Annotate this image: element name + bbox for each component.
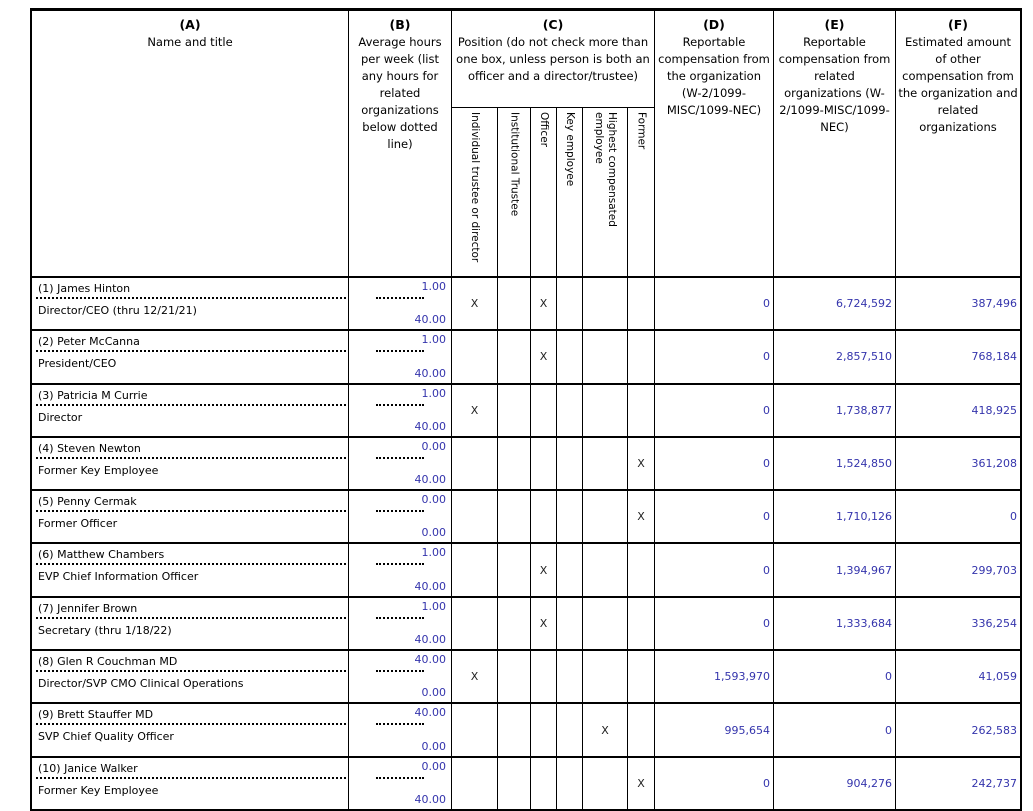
check-officer <box>531 438 557 489</box>
comp-other-cell: 361,208 <box>896 438 1022 489</box>
comp-other-cell: 242,737 <box>896 758 1022 809</box>
comp-related-cell: 1,394,967 <box>774 544 896 595</box>
hours-cell <box>349 758 452 809</box>
hours-cell <box>349 278 452 329</box>
hours-cell <box>349 491 452 542</box>
check-individual-trustee <box>452 704 498 755</box>
check-key-employee <box>557 278 583 329</box>
dotted-separator <box>36 404 346 406</box>
comp-org-cell: 0 <box>655 278 774 329</box>
comp-related-cell: 1,738,877 <box>774 385 896 436</box>
hours-related-orgs: 0.00 <box>421 739 446 753</box>
check-former <box>628 385 655 436</box>
dotted-separator <box>36 723 346 725</box>
dotted-separator <box>376 617 424 619</box>
table-row <box>32 544 1022 597</box>
check-officer: X <box>531 331 557 382</box>
hours-related-orgs: 0.00 <box>421 686 446 700</box>
check-key-employee <box>557 438 583 489</box>
check-individual-trustee: X <box>452 385 498 436</box>
comp-org-cell: 0 <box>655 598 774 649</box>
check-highest-compensated <box>583 544 628 595</box>
table-row <box>32 758 1022 811</box>
check-key-employee <box>557 758 583 809</box>
col-header-former: Former <box>628 108 655 278</box>
check-key-employee <box>557 544 583 595</box>
check-highest-compensated <box>583 438 628 489</box>
col-tag-d: (D) <box>703 17 725 32</box>
hours-cell <box>349 331 452 382</box>
dotted-separator <box>36 297 346 299</box>
name-title-cell <box>32 385 349 436</box>
comp-other-cell: 418,925 <box>896 385 1022 436</box>
comp-org-cell: 0 <box>655 331 774 382</box>
col-label-c: Position (do not check more than one box, unless person is both an officer and a director/trustee) <box>456 35 650 83</box>
hours-cell <box>349 704 452 755</box>
hours-per-week: 1.00 <box>421 599 446 613</box>
check-individual-trustee: X <box>452 651 498 702</box>
check-officer <box>531 758 557 809</box>
hours-per-week: 1.00 <box>421 386 446 400</box>
dotted-separator <box>36 510 346 512</box>
dotted-separator <box>376 777 424 779</box>
hours-related-orgs: 40.00 <box>414 419 446 433</box>
check-institutional-trustee <box>498 758 531 809</box>
person-title: SVP Chief Quality Officer <box>38 730 174 744</box>
check-institutional-trustee <box>498 278 531 329</box>
col-tag-c: (C) <box>542 17 564 32</box>
hours-cell <box>349 544 452 595</box>
hours-related-orgs: 40.00 <box>414 792 446 806</box>
check-officer: X <box>531 278 557 329</box>
dotted-separator <box>376 457 424 459</box>
col-tag-e: (E) <box>824 17 845 32</box>
col-header-other-compensation <box>896 11 1022 278</box>
dotted-separator <box>36 777 346 779</box>
hours-per-week: 1.00 <box>421 546 446 560</box>
dotted-separator <box>376 670 424 672</box>
comp-related-cell: 0 <box>774 704 896 755</box>
hours-per-week: 0.00 <box>421 493 446 507</box>
person-name: (9) Brett Stauffer MD <box>38 708 154 722</box>
check-highest-compensated: X <box>583 704 628 755</box>
person-name: (2) Peter McCanna <box>38 335 140 349</box>
person-name: (6) Matthew Chambers <box>38 548 165 562</box>
col-header-average-hours <box>349 11 452 278</box>
name-title-cell <box>32 438 349 489</box>
col-label-e: Reportable compensation from related organizations (W-2/1099-MISC/1099-NEC) <box>778 35 891 134</box>
col-header-individual-trustee: Individual trustee or director <box>452 108 498 278</box>
check-highest-compensated <box>583 278 628 329</box>
check-institutional-trustee <box>498 491 531 542</box>
person-title: Director/CEO (thru 12/21/21) <box>38 304 197 317</box>
hours-related-orgs: 40.00 <box>414 633 446 647</box>
col-tag-b: (B) <box>389 17 411 32</box>
check-officer <box>531 491 557 542</box>
person-title: EVP Chief Information Officer <box>38 570 199 584</box>
comp-org-cell: 0 <box>655 758 774 809</box>
hours-cell <box>349 598 452 649</box>
person-title: Former Officer <box>38 517 118 531</box>
check-former: X <box>628 758 655 809</box>
person-title: Former Key Employee <box>38 463 159 477</box>
dotted-separator <box>36 563 346 565</box>
col-label-d: Reportable compensation from the organization (W-2/1099-MISC/1099-NEC) <box>658 35 770 117</box>
check-individual-trustee <box>452 758 498 809</box>
check-individual-trustee <box>452 438 498 489</box>
col-tag-f: (F) <box>948 17 968 32</box>
comp-related-cell: 1,524,850 <box>774 438 896 489</box>
col-header-name-title <box>32 11 349 278</box>
check-individual-trustee <box>452 331 498 382</box>
check-institutional-trustee <box>498 331 531 382</box>
comp-org-cell: 1,593,970 <box>655 651 774 702</box>
check-key-employee <box>557 598 583 649</box>
hours-related-orgs: 40.00 <box>414 366 446 380</box>
hours-per-week: 1.00 <box>421 333 446 347</box>
check-individual-trustee <box>452 491 498 542</box>
check-individual-trustee <box>452 544 498 595</box>
table-body <box>32 278 1022 811</box>
dotted-separator <box>376 563 424 565</box>
person-name: (10) Janice Walker <box>38 761 138 775</box>
dotted-separator <box>376 350 424 352</box>
table-row <box>32 651 1022 704</box>
person-title: President/CEO <box>38 357 117 371</box>
hours-cell <box>349 438 452 489</box>
name-title-cell <box>32 544 349 595</box>
check-former <box>628 651 655 702</box>
table-row <box>32 491 1022 544</box>
dotted-separator <box>36 457 346 459</box>
hours-related-orgs: 40.00 <box>414 313 446 327</box>
col-header-officer: Officer <box>531 108 557 278</box>
hours-per-week: 0.00 <box>421 759 446 773</box>
dotted-separator <box>376 297 424 299</box>
comp-other-cell: 299,703 <box>896 544 1022 595</box>
check-institutional-trustee <box>498 438 531 489</box>
officer-compensation-table <box>30 8 1022 811</box>
name-title-cell <box>32 704 349 755</box>
check-institutional-trustee <box>498 704 531 755</box>
comp-related-cell: 0 <box>774 651 896 702</box>
comp-related-cell: 2,857,510 <box>774 331 896 382</box>
table-header <box>32 11 1022 278</box>
comp-other-cell: 387,496 <box>896 278 1022 329</box>
hours-per-week: 40.00 <box>414 653 446 667</box>
check-former <box>628 598 655 649</box>
check-former: X <box>628 491 655 542</box>
comp-related-cell: 1,710,126 <box>774 491 896 542</box>
comp-other-cell: 336,254 <box>896 598 1022 649</box>
hours-per-week: 40.00 <box>414 706 446 720</box>
hours-related-orgs: 40.00 <box>414 473 446 487</box>
comp-org-cell: 0 <box>655 491 774 542</box>
check-former <box>628 704 655 755</box>
comp-org-cell: 995,654 <box>655 704 774 755</box>
col-label-b: Average hours per week (list any hours for related organizations below dotted line) <box>358 35 442 151</box>
check-officer <box>531 651 557 702</box>
comp-related-cell: 6,724,592 <box>774 278 896 329</box>
table-row <box>32 331 1022 384</box>
check-institutional-trustee <box>498 385 531 436</box>
check-highest-compensated <box>583 651 628 702</box>
col-header-position <box>452 11 655 108</box>
table-row <box>32 278 1022 331</box>
check-key-employee <box>557 651 583 702</box>
check-highest-compensated <box>583 331 628 382</box>
comp-related-cell: 1,333,684 <box>774 598 896 649</box>
col-header-key-employee: Key employee <box>557 108 583 278</box>
comp-other-cell: 768,184 <box>896 331 1022 382</box>
check-highest-compensated <box>583 758 628 809</box>
person-name: (3) Patricia M Currie <box>38 388 148 402</box>
check-former <box>628 278 655 329</box>
hours-per-week: 0.00 <box>421 439 446 453</box>
hours-related-orgs: 40.00 <box>414 579 446 593</box>
comp-org-cell: 0 <box>655 438 774 489</box>
name-title-cell <box>32 278 349 329</box>
check-highest-compensated <box>583 385 628 436</box>
check-former <box>628 331 655 382</box>
hours-related-orgs: 0.00 <box>421 526 446 540</box>
check-key-employee <box>557 491 583 542</box>
dotted-separator <box>376 510 424 512</box>
person-name: (7) Jennifer Brown <box>38 601 138 615</box>
name-title-cell <box>32 758 349 809</box>
col-label-a: Name and title <box>147 35 233 49</box>
hours-cell <box>349 385 452 436</box>
check-institutional-trustee <box>498 544 531 595</box>
col-header-comp-organization <box>655 11 774 278</box>
check-former <box>628 544 655 595</box>
comp-org-cell: 0 <box>655 385 774 436</box>
col-tag-a: (A) <box>179 17 201 32</box>
table-row <box>32 598 1022 651</box>
check-individual-trustee: X <box>452 278 498 329</box>
check-institutional-trustee <box>498 598 531 649</box>
table-row <box>32 385 1022 438</box>
check-officer <box>531 385 557 436</box>
person-name: (8) Glen R Couchman MD <box>38 655 178 669</box>
dotted-separator <box>36 350 346 352</box>
table-row <box>32 704 1022 757</box>
hours-cell <box>349 651 452 702</box>
comp-org-cell: 0 <box>655 544 774 595</box>
check-highest-compensated <box>583 598 628 649</box>
person-name: (1) James Hinton <box>38 282 131 295</box>
comp-related-cell: 904,276 <box>774 758 896 809</box>
check-former: X <box>628 438 655 489</box>
hours-per-week: 1.00 <box>421 280 446 293</box>
person-title: Director <box>38 410 83 424</box>
col-header-comp-related-orgs <box>774 11 896 278</box>
comp-other-cell: 262,583 <box>896 704 1022 755</box>
person-title: Director/SVP CMO Clinical Operations <box>38 677 244 691</box>
check-officer <box>531 704 557 755</box>
col-label-f: Estimated amount of other compensation from the organization and related organizations <box>898 35 1018 134</box>
name-title-cell <box>32 651 349 702</box>
check-key-employee <box>557 331 583 382</box>
name-title-cell <box>32 491 349 542</box>
person-name: (4) Steven Newton <box>38 441 141 455</box>
person-name: (5) Penny Cermak <box>38 495 137 509</box>
dotted-separator <box>376 723 424 725</box>
person-title: Former Key Employee <box>38 783 159 797</box>
name-title-cell <box>32 331 349 382</box>
dotted-separator <box>376 404 424 406</box>
name-title-cell <box>32 598 349 649</box>
comp-other-cell: 41,059 <box>896 651 1022 702</box>
check-highest-compensated <box>583 491 628 542</box>
check-individual-trustee <box>452 598 498 649</box>
comp-other-cell: 0 <box>896 491 1022 542</box>
person-title: Secretary (thru 1/18/22) <box>38 623 172 637</box>
col-header-institutional-trustee: Institutional Trustee <box>498 108 531 278</box>
check-officer: X <box>531 598 557 649</box>
check-key-employee <box>557 704 583 755</box>
dotted-separator <box>36 617 346 619</box>
table-row <box>32 438 1022 491</box>
col-header-highest-compensated: Highest compensated employee <box>583 108 628 278</box>
check-officer: X <box>531 544 557 595</box>
check-institutional-trustee <box>498 651 531 702</box>
dotted-separator <box>36 670 346 672</box>
check-key-employee <box>557 385 583 436</box>
